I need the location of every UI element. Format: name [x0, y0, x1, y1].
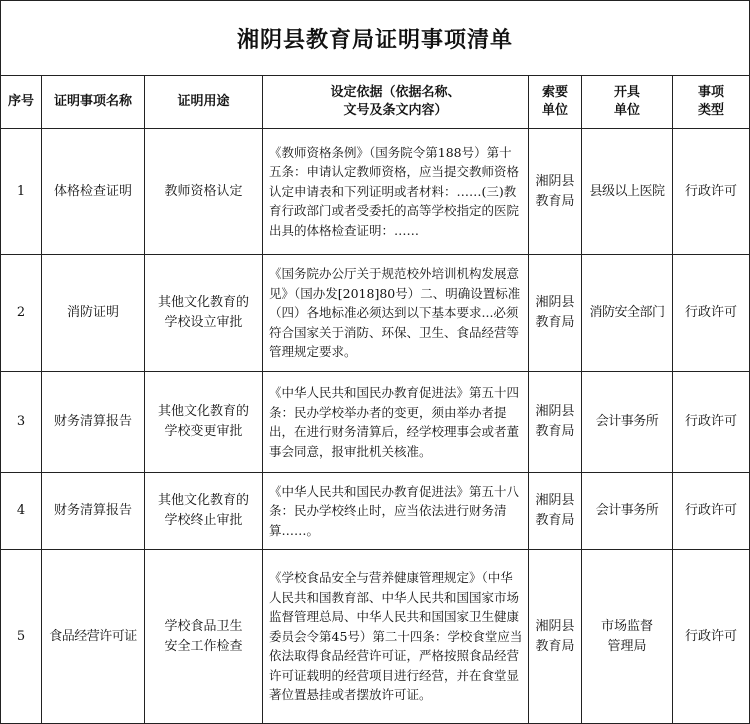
row-requesting-unit-line2: 教育局 [535, 193, 575, 209]
row-requesting-unit-line2: 教育局 [535, 638, 575, 654]
row-requesting-unit [529, 372, 582, 473]
row-purpose [145, 550, 263, 724]
row-basis: 《国务院办公厅关于规范校外培训机构发展意见》（国办发[2018]80号）二、明确设置标准（四）各地标准必须达到以下基本要求...必须符合国家关于消防、环保、卫生、食品经营等管理规定要求。 [263, 255, 529, 372]
row-purpose-line2: 学校终止审批 [164, 513, 243, 528]
row-issuing-unit-line1: 会计事务所 [595, 503, 659, 518]
row-basis: 《中华人民共和国民办教育促进法》第五十八条：民办学校终止时，应当依法进行财务清算……。 [263, 473, 529, 550]
header-issuing-unit-line1: 开具 [613, 85, 640, 100]
row-purpose-line1: 其他文化教育的 [157, 493, 249, 508]
row-type: 行政许可 [673, 550, 750, 724]
header-requesting-unit-line2: 单位 [541, 103, 568, 118]
row-issuing-unit [582, 129, 673, 255]
row-issuing-unit [582, 255, 673, 372]
row-requesting-unit-line1: 湘阴县 [535, 618, 575, 634]
row-type: 行政许可 [673, 129, 750, 255]
row-name: 财务清算报告 [42, 372, 145, 473]
row-requesting-unit-line1: 湘阴县 [535, 493, 575, 508]
row-name: 食品经营许可证 [42, 550, 145, 724]
header-basis [263, 76, 529, 129]
row-index: 5 [1, 550, 42, 724]
row-purpose [145, 372, 263, 473]
header-basis-line1: 设定依据（依据名称、 [330, 85, 461, 100]
row-issuing-unit [582, 372, 673, 473]
row-requesting-unit-line2: 教育局 [535, 315, 575, 330]
row-purpose-line1: 其他文化教育的 [157, 404, 249, 419]
table-row [1, 255, 750, 372]
row-issuing-unit [582, 473, 673, 550]
row-requesting-unit-line1: 湘阴县 [535, 404, 575, 419]
row-purpose-line1: 教师资格认定 [164, 183, 243, 199]
row-purpose-line2: 学校设立审批 [164, 315, 243, 330]
row-requesting-unit [529, 473, 582, 550]
row-type: 行政许可 [673, 473, 750, 550]
row-purpose [145, 255, 263, 372]
header-requesting-unit [529, 76, 582, 129]
row-requesting-unit-line2: 教育局 [535, 424, 575, 439]
header-type [673, 76, 750, 129]
header-name: 证明事项名称 [42, 76, 145, 129]
table-row [1, 473, 750, 550]
row-name: 消防证明 [42, 255, 145, 372]
table-row [1, 550, 750, 724]
row-issuing-unit [582, 550, 673, 724]
row-index: 1 [1, 129, 42, 255]
row-index: 4 [1, 473, 42, 550]
row-requesting-unit-line2: 教育局 [535, 513, 575, 528]
table-row [1, 129, 750, 255]
header-type-line2: 类型 [698, 103, 725, 118]
row-index: 2 [1, 255, 42, 372]
row-issuing-unit-line1: 市场监督 [600, 618, 653, 634]
header-purpose: 证明用途 [145, 76, 263, 129]
document-title: 湘阴县教育局证明事项清单 [1, 1, 750, 76]
row-requesting-unit [529, 255, 582, 372]
row-basis: 《教师资格条例》（国务院令第188号）第十五条：申请认定教师资格，应当提交教师资格认定申请表和下列证明或者材料：……(三)教育行政部门或者受委托的高等学校指定的医院出具的体格检查证明：…… [263, 129, 529, 255]
row-purpose-line2: 学校变更审批 [164, 424, 243, 439]
row-issuing-unit-line2: 管理局 [607, 638, 647, 654]
row-basis: 《学校食品安全与营养健康管理规定》（中华人民共和国教育部、中华人民共和国国家市场监督管理总局、中华人民共和国国家卫生健康委员会令第45号）第二十四条：学校食堂应当依法取得食品经营许可证，严格按照食品经营许可证载明的经营项目进行经营，并在食堂显著位置悬挂或者摆放许可证。 [263, 550, 529, 724]
header-requesting-unit-line1: 索要 [541, 85, 568, 100]
row-name: 财务清算报告 [42, 473, 145, 550]
row-purpose-line2: 安全工作检查 [164, 638, 243, 654]
row-name: 体格检查证明 [42, 129, 145, 255]
row-issuing-unit-line1: 会计事务所 [595, 414, 659, 429]
row-type: 行政许可 [673, 255, 750, 372]
header-issuing-unit [582, 76, 673, 129]
header-issuing-unit-line2: 单位 [613, 103, 640, 118]
header-basis-line2: 文号及条文内容） [343, 103, 448, 118]
row-issuing-unit-line1: 消防安全部门 [589, 305, 665, 320]
row-purpose [145, 473, 263, 550]
row-index: 3 [1, 372, 42, 473]
table-row [1, 372, 750, 473]
row-requesting-unit-line1: 湘阴县 [535, 173, 575, 189]
row-purpose-line1: 学校食品卫生 [164, 618, 243, 634]
row-requesting-unit [529, 550, 582, 724]
row-issuing-unit-line1: 县级以上医院 [589, 183, 665, 199]
table-header-row [1, 76, 750, 129]
row-purpose-line1: 其他文化教育的 [157, 295, 249, 310]
header-type-line1: 事项 [698, 85, 725, 100]
row-type: 行政许可 [673, 372, 750, 473]
header-index: 序号 [1, 76, 42, 129]
row-purpose [145, 129, 263, 255]
row-requesting-unit [529, 129, 582, 255]
row-basis: 《中华人民共和国民办教育促进法》第五十四条：民办学校举办者的变更，须由举办者提出，在进行财务清算后，经学校理事会或者董事会同意，报审批机关核准。 [263, 372, 529, 473]
row-requesting-unit-line1: 湘阴县 [535, 295, 575, 310]
